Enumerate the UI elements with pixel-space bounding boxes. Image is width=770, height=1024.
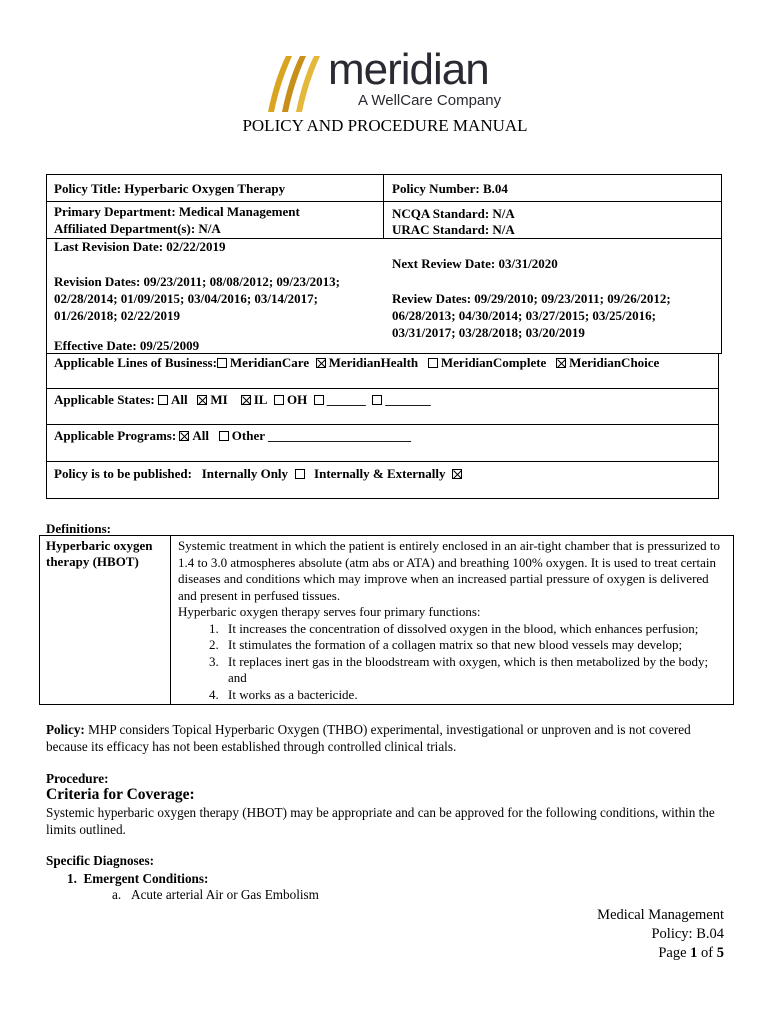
programs-label: Applicable Programs: xyxy=(54,428,177,443)
list-item: 3. It replaces inert gas in the bloodstream with oxygen, which is then metabolized by the body; and xyxy=(222,654,730,687)
meridianchoice-label: MeridianChoice xyxy=(569,355,660,370)
published-row xyxy=(54,465,465,482)
specific-diagnoses-heading: Specific Diagnoses: xyxy=(46,853,155,868)
definitions-term-cell xyxy=(39,535,171,705)
policy-text: MHP considers Topical Hyperbaric Oxygen (THBO) experimental, investigational or unproven and is not covered because its efficacy has not been established through controlled clinical trials. xyxy=(46,722,691,754)
definition-functions-list xyxy=(178,621,730,704)
sub-letter: a. xyxy=(112,887,122,902)
definition-paragraph: Systemic treatment in which the patient is entirely enclosed in an air-tight chamber that is pressurized to 1.4 to 3.0 atmospheres absolute (atm abs or ATA) and breathing 100% oxygen. It is used to treat certain diseases and conditions which may improve when an increased partial pressure of oxygen is delivered and present in perfused tissues. xyxy=(178,538,720,603)
meridian-logo xyxy=(262,45,512,114)
list-item: 1. It increases the concentration of dissolved oxygen in the blood, which enhances perfusion; xyxy=(222,621,730,638)
meridiancomplete-checkbox[interactable] xyxy=(428,358,438,368)
sub-label: Acute arterial Air or Gas Embolism xyxy=(131,887,319,902)
internally-externally-checkbox[interactable] xyxy=(452,469,462,479)
item-label: Emergent Conditions: xyxy=(83,871,209,886)
programs-row xyxy=(54,427,411,444)
list-item: 4. It works as a bactericide. xyxy=(222,687,730,704)
footer-policy: Policy: B.04 xyxy=(651,926,724,942)
meridianhealth-label: MeridianHealth xyxy=(328,355,419,370)
last-revision-date: Last Revision Date: 02/22/2019 xyxy=(54,239,226,254)
department-cell xyxy=(46,201,384,239)
row-divider xyxy=(47,388,718,389)
state-all-checkbox[interactable] xyxy=(158,395,168,405)
definition-term-line-2: therapy (HBOT) xyxy=(46,554,139,569)
meridianhealth-checkbox[interactable] xyxy=(316,358,326,368)
state-mi-checkbox[interactable] xyxy=(197,395,207,405)
page-number: 1 xyxy=(690,945,698,961)
policy-title: Policy Title: Hyperbaric Oxygen Therapy xyxy=(54,181,286,196)
page-of: of xyxy=(697,945,717,961)
review-dates-line-3: 03/31/2017; 03/28/2018; 03/20/2019 xyxy=(392,325,585,340)
logo-wordmark: meridian xyxy=(328,45,489,94)
page-prefix: Page xyxy=(658,945,691,961)
state-other2-checkbox[interactable] xyxy=(372,395,382,405)
review-dates-line-2: 06/28/2013; 04/30/2014; 03/27/2015; 03/25/2016; xyxy=(392,308,656,323)
state-il-checkbox[interactable] xyxy=(241,395,251,405)
states-row xyxy=(54,391,431,408)
manual-title: POLICY AND PROCEDURE MANUAL xyxy=(242,116,528,135)
policy-statement xyxy=(46,721,726,755)
definitions-text-cell xyxy=(170,535,734,705)
list-item: 2. It stimulates the formation of a collagen matrix so that new blood vessels may develop; xyxy=(222,637,730,654)
footer xyxy=(597,906,724,963)
definitions-heading: Definitions: xyxy=(46,521,111,536)
meridiancomplete-label: MeridianComplete xyxy=(440,355,547,370)
definition-term-line-1: Hyperbaric oxygen xyxy=(46,538,153,553)
next-review-date: Next Review Date: 03/31/2020 xyxy=(392,256,558,271)
internally-externally-label: Internally & Externally xyxy=(314,466,446,481)
policy-label: Policy: xyxy=(46,722,85,737)
programs-all-label: All xyxy=(192,428,210,443)
meridiancare-label: MeridianCare xyxy=(229,355,310,370)
criteria-text: Systemic hyperbaric oxygen therapy (HBOT) may be appropriate and can be approved for the following conditions, within the limits outlined. xyxy=(46,805,715,837)
programs-all-checkbox[interactable] xyxy=(179,431,189,441)
policy-number-cell xyxy=(383,174,722,202)
state-all-label: All xyxy=(171,392,188,407)
acute-embolism-item xyxy=(112,886,319,903)
footer-page xyxy=(597,944,724,963)
programs-other-label: Other ______________________ xyxy=(231,428,412,443)
programs-other-checkbox[interactable] xyxy=(219,431,229,441)
meridiancare-checkbox[interactable] xyxy=(217,358,227,368)
revision-dates-line-2: 02/28/2014; 01/09/2015; 03/04/2016; 03/14/2017; xyxy=(54,291,318,306)
state-il-label: IL xyxy=(253,392,268,407)
internally-only-label: Internally Only xyxy=(201,466,289,481)
state-oh-checkbox[interactable] xyxy=(274,395,284,405)
procedure-heading: Procedure: xyxy=(46,771,109,786)
effective-date: Effective Date: 09/25/2009 xyxy=(54,338,200,353)
review-dates-line-1: Review Dates: 09/29/2010; 09/23/2011; 09/26/2012; xyxy=(392,291,671,306)
applicability-section xyxy=(46,353,719,499)
state-other1-label: ______ xyxy=(326,392,366,407)
primary-department: Primary Department: Medical Management xyxy=(54,204,300,219)
row-divider xyxy=(47,461,718,462)
urac-standard: URAC Standard: N/A xyxy=(392,222,515,237)
dates-section xyxy=(46,238,722,354)
logo-tagline: A WellCare Company xyxy=(358,92,502,109)
state-oh-label: OH xyxy=(286,392,308,407)
definition-functions-intro: Hyperbaric oxygen therapy serves four primary functions: xyxy=(178,604,481,619)
meridianchoice-checkbox[interactable] xyxy=(556,358,566,368)
footer-department: Medical Management xyxy=(597,907,724,923)
item-number: 1. xyxy=(67,871,77,886)
policy-number: Policy Number: B.04 xyxy=(392,181,508,196)
internally-only-checkbox[interactable] xyxy=(295,469,305,479)
revision-dates-line-1: Revision Dates: 09/23/2011; 08/08/2012; 09/23/2013; xyxy=(54,274,340,289)
lines-of-business-label: Applicable Lines of Business: xyxy=(54,355,217,370)
standards-cell xyxy=(383,201,722,239)
emergent-conditions-item xyxy=(67,870,208,887)
meridian-mark-icon xyxy=(262,52,326,116)
page-total: 5 xyxy=(716,945,724,961)
published-label: Policy is to be published: xyxy=(54,466,192,481)
state-other1-checkbox[interactable] xyxy=(314,395,324,405)
criteria-heading: Criteria for Coverage: xyxy=(46,786,195,803)
state-mi-label: MI xyxy=(210,392,228,407)
affiliated-departments: Affiliated Department(s): N/A xyxy=(54,221,221,236)
revision-dates-line-3: 01/26/2018; 02/22/2019 xyxy=(54,308,181,323)
row-divider xyxy=(47,424,718,425)
lines-of-business-row xyxy=(54,354,659,371)
policy-title-cell xyxy=(46,174,384,202)
states-label: Applicable States: xyxy=(54,392,155,407)
state-other2-label: _______ xyxy=(385,392,431,407)
ncqa-standard: NCQA Standard: N/A xyxy=(392,206,515,221)
